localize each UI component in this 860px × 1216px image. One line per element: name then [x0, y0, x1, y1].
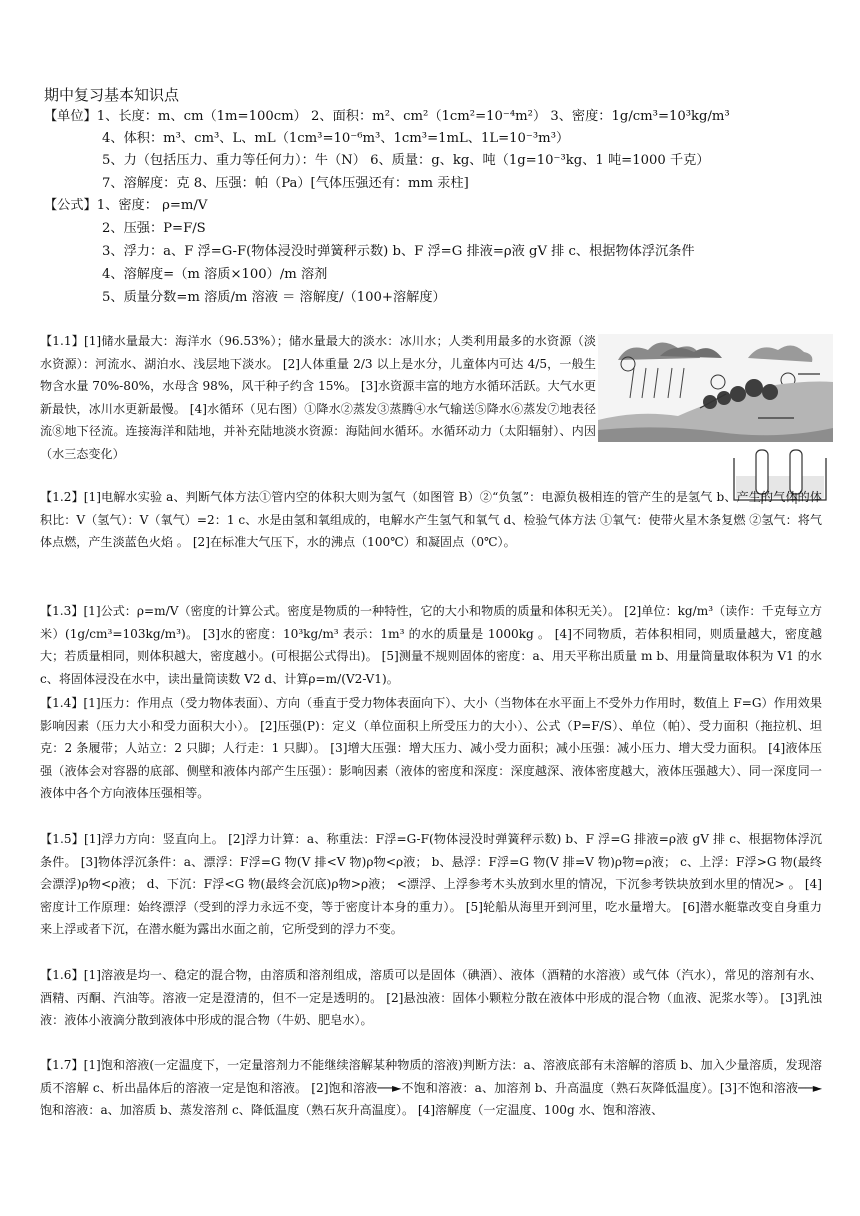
section-1-1	[40, 330, 596, 465]
formula-line-5: 5、质量分数=m 溶质/m 溶液 ＝ 溶解度/（100+溶解度）	[102, 290, 446, 305]
section-1-7	[40, 1054, 822, 1122]
formula-line-3: 3、浮力：a、F 浮=G-F(物体浸没时弹簧秤示数) b、F 浮=G 排液=ρ液 gV 排 c、根据物体浮沉条件	[102, 244, 695, 259]
section-1-3-text: 【1.3】[1]公式：ρ=m/V（密度的计算公式。密度是物质的一种特性，它的大小和物质的质量和体积无关）。 [2]单位：kg/m³（读作：千克每立方米）(1g/cm³=103kg/m³)。 [3]水的密度：10³kg/m³ 表示：1m³ 的水的质量是 1000kg 。 [4]不同物质，若体积相同，则质量越大，密度越大；若质量相同，则体积越大，密度越小。(可根据公式得出)。 [5]测量不规则固体的密度：a、用天平称出质量 m b、用量筒量取体积为 V1 的水 c、将固体浸没在水中，读出量筒读数 V2 d、计算ρ=m/(V2-V1)。	[40, 604, 822, 686]
section-1-7-text: 【1.7】[1]饱和溶液(一定温度下，一定量溶剂力不能继续溶解某种物质的溶液)判断方法：a、溶液底部有未溶解的溶质 b、加入少量溶质，发现溶质不溶解 c、析出晶体后的溶液一定是饱和溶液。 [2]饱和溶液──►不饱和溶液：a、加溶剂 b、升高温度（熟石灰降低温度）。[3]不饱和溶液──►饱和溶液：a、加溶质 b、蒸发溶剂 c、降低温度（熟石灰升高温度）。 [4]溶解度（一定温度、100g 水、饱和溶液、	[40, 1058, 822, 1117]
section-1-6	[40, 964, 822, 1032]
section-1-5-text: 【1.5】[1]浮力方向：竖直向上。 [2]浮力计算：a、称重法：F浮=G-F(物体浸没时弹簧秤示数) b、F 浮=G 排液=ρ液 gV 排 c、根据物体浮沉条件。 [3]物体浮沉条件：a、漂浮：F浮=G 物(V 排<V 物)ρ物<ρ液； b、悬浮：F浮=G 物(V 排=V 物)ρ物=ρ液； c、上浮：F浮>G 物(最终会漂浮)ρ物<ρ液； d、下沉：F浮<G 物(最终会沉底)ρ物>ρ液； <漂浮、上浮参考木头放到水里的情况，下沉参考铁块放到水里的情况> 。 [4]密度计工作原理：始终漂浮（受到的浮力永远不变，等于密度计本身的重力）。 [5]轮船从海里开到河里，吃水量增大。 [6]潜水艇靠改变自身重力来上浮或者下沉，在潜水艇为露出水面之前，它所受到的浮力不变。	[40, 832, 822, 936]
units-line-2: 4、体积：m³、cm³、L、mL（1cm³=10⁻⁶m³、1cm³=1mL、1L=10⁻³m³）	[102, 131, 570, 146]
units-line-3: 5、力（包括压力、重力等任何力）：牛（N） 6、质量：g、kg、吨（1g=10⁻³kg、1 吨=1000 千克）	[102, 153, 710, 168]
formula-line-4: 4、溶解度=（m 溶质×100）/m 溶剂	[102, 267, 328, 282]
water-cycle-figure	[598, 334, 833, 442]
section-1-4	[40, 692, 822, 805]
units-line-1: 【单位】1、长度：m、cm（1m=100cm） 2、面积：m²、cm²（1cm²=10⁻⁴m²） 3、密度：1g/cm³=10³kg/m³	[44, 109, 730, 124]
section-1-3	[40, 600, 822, 690]
formula-line-2: 2、压强：P=F/S	[102, 221, 206, 236]
page-title: 期中复习基本知识点	[44, 86, 180, 104]
section-1-2-text: 【1.2】[1]电解水实验 a、判断气体方法①管内空的体积大则为氢气（如图管 B）②“负氢”：电源负极相连的管产生的是氢气 b、产生的气体的体积比：V（氢气）：V（氧气）=2：1 c、水是由氢和氧组成的，电解水产生氢气和氧气 d、检验气体方法 ①氧气：使带火星木条复燃 ②氢气：将气体点燃，产生淡蓝色火焰 。 [2]在标准大气压下，水的沸点（100℃）和凝固点（0℃）。	[40, 490, 822, 549]
section-1-5	[40, 828, 822, 941]
section-1-2	[40, 486, 822, 554]
section-1-4-text: 【1.4】[1]压力：作用点（受力物体表面）、方向（垂直于受力物体表面向下）、大小（当物体在水平面上不受外力作用时，数值上 F=G）作用效果影响因素（压力大小和受力面积大小）。 [2]压强(P)：定义（单位面积上所受压力的大小）、公式（P=F/S）、单位（帕）、受力面积（拖拉机、坦克：2 条履带；人站立：2 只脚；人行走：1 只脚）。 [3]增大压强：增大压力、减小受力面积；减小压强：减小压力、增大受力面积。 [4]液体压强（液体会对容器的底部、侧壁和液体内部产生压强）：影响因素（液体的密度和深度：深度越深、液体密度越大，液体压强越大）、同一深度同一液体中各个方向液体压强相等。	[40, 696, 822, 800]
units-line-4: 7、溶解度：克 8、压强：帕（Pa）[气体压强还有：mm 汞柱]	[102, 176, 469, 191]
section-1-6-text: 【1.6】[1]溶液是均一、稳定的混合物，由溶质和溶剂组成，溶质可以是固体（碘酒）、液体（酒精的水溶液）或气体（汽水），常见的溶剂有水、酒精、丙酮、汽油等。溶液一定是澄清的，但不一定是透明的。 [2]悬浊液：固体小颗粒分散在液体中形成的混合物（血液、泥浆水等）。 [3]乳浊液：液体小液滴分散到液体中形成的混合物（牛奶、肥皂水）。	[40, 968, 822, 1027]
section-1-1-text: 【1.1】[1]储水量最大：海洋水（96.53%）；储水量最大的淡水：冰川水；人类利用最多的水资源（淡水资源）：河流水、湖泊水、浅层地下淡水。 [2]人体重量 2/3 以上是水分，儿童体内可达 4/5，一般生物含水量 70%-80%，水母含 98%，风干种子约含 15%。 [3]水资源丰富的地方水循环活跃。大气水更新最快，冰川水更新最慢。 [4]水循环（见右图）①降水②蒸发③蒸腾④水气输送⑤降水⑥蒸发⑦地表径流⑧地下径流。连接海洋和陆地，并补充陆地淡水资源：海陆间水循环。水循环动力（太阳辐射）、内因（水三态变化）	[40, 334, 596, 461]
formula-line-1: 【公式】1、密度： ρ=m/V	[44, 198, 208, 213]
